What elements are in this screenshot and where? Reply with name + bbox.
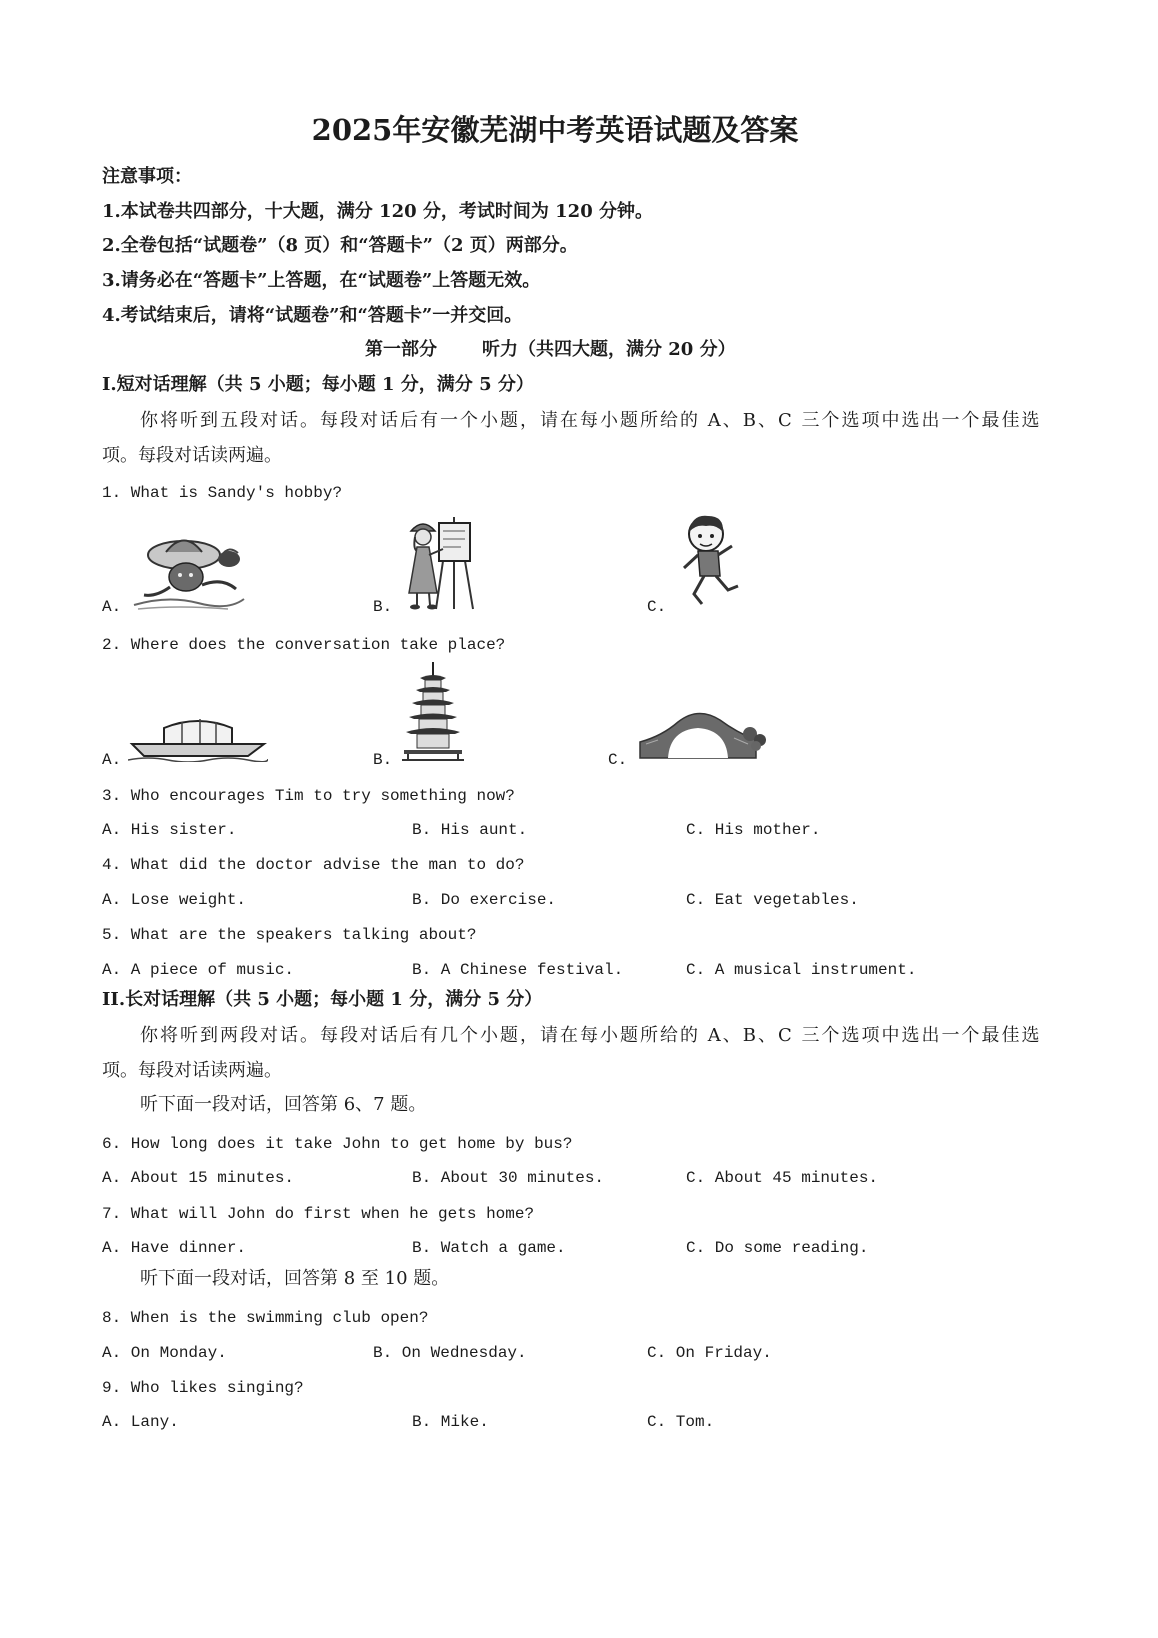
option-label: C. [647,598,667,616]
option-label: A. [102,598,122,616]
option-b-picture [402,662,464,762]
question-text: 2. Where does the conversation take place? [102,636,506,654]
option-text: A. About 15 minutes. [102,1169,295,1187]
option-text: C. Do some reading. [686,1239,869,1257]
option-label: B. [373,598,393,616]
option-text: B. His aunt. [412,821,528,839]
group-intro: 听下面一段对话，回答第 6、7 题。 [140,1094,427,1115]
option-text: C. A musical instrument. [686,961,917,979]
option-text: B. About 30 minutes. [412,1169,605,1187]
option-text: C. Eat vegetables. [686,891,859,909]
option-text: C. About 45 minutes. [686,1169,879,1187]
option-text: A. Have dinner. [102,1239,247,1257]
question-text: 9. Who likes singing? [102,1379,304,1397]
option-text: A. His sister. [102,821,237,839]
option-label: A. [102,751,122,769]
option-label: C. [608,751,628,769]
section-instructions: 你将听到五段对话。每段对话后有一个小题，请在每小题所给的 A、B、C 三个选项中选出一个最佳选 [140,410,1042,431]
question-text: 3. Who encourages Tim to try something now? [102,787,515,805]
question-text: 4. What did the doctor advise the man to do? [102,856,525,874]
section-instructions: 你将听到两段对话。每段对话后有几个小题，请在每小题所给的 A、B、C 三个选项中选出一个最佳选 [140,1025,1042,1046]
option-text: A. Lose weight. [102,891,247,909]
part-title: 听力（共四大题，满分 20 分） [482,339,736,360]
question-text: 6. How long does it take John to get home by bus? [102,1135,573,1153]
notice-item: 4.考试结束后，请将“试题卷”和“答题卡”一并交回。 [102,305,523,326]
option-c-picture [672,512,748,610]
option-text: A. A piece of music. [102,961,295,979]
question-text: 5. What are the speakers talking about? [102,926,477,944]
option-b-picture [403,515,479,611]
option-text: B. A Chinese festival. [412,961,624,979]
notice-item: 3.请务必在“答题卡”上答题，在“试题卷”上答题无效。 [102,270,541,291]
section-instructions: 项。每段对话读两遍。 [102,445,282,466]
page-title: 2025年安徽芜湖中考英语试题及答案 [311,113,799,147]
option-text: C. Tom. [647,1413,715,1431]
option-text: B. On Wednesday. [373,1344,527,1362]
notice-item: 1.本试卷共四部分，十大题，满分 120 分，考试时间为 120 分钟。 [102,201,654,222]
option-text: A. On Monday. [102,1344,227,1362]
section-heading: I.短对话理解（共 5 小题；每小题 1 分，满分 5 分） [102,374,534,395]
option-a-picture [128,525,248,613]
option-text: C. On Friday. [647,1344,772,1362]
option-a-picture [128,712,268,762]
question-text: 7. What will John do first when he gets home? [102,1205,535,1223]
option-text: B. Do exercise. [412,891,557,909]
option-text: B. Watch a game. [412,1239,566,1257]
section-instructions: 项。每段对话读两遍。 [102,1060,282,1081]
option-text: A. Lany. [102,1413,179,1431]
option-label: B. [373,751,393,769]
question-text: 1. What is Sandy's hobby? [102,484,343,502]
option-text: C. His mother. [686,821,821,839]
part-label: 第一部分 [365,339,437,360]
option-text: B. Mike. [412,1413,489,1431]
group-intro: 听下面一段对话，回答第 8 至 10 题。 [140,1268,450,1289]
section-heading: II.长对话理解（共 5 小题；每小题 1 分，满分 5 分） [102,989,543,1010]
notice-heading: 注意事项： [102,166,192,187]
question-text: 8. When is the swimming club open? [102,1309,429,1327]
option-c-picture [638,698,768,762]
notice-item: 2.全卷包括“试题卷”（8 页）和“答题卡”（2 页）两部分。 [102,235,578,256]
